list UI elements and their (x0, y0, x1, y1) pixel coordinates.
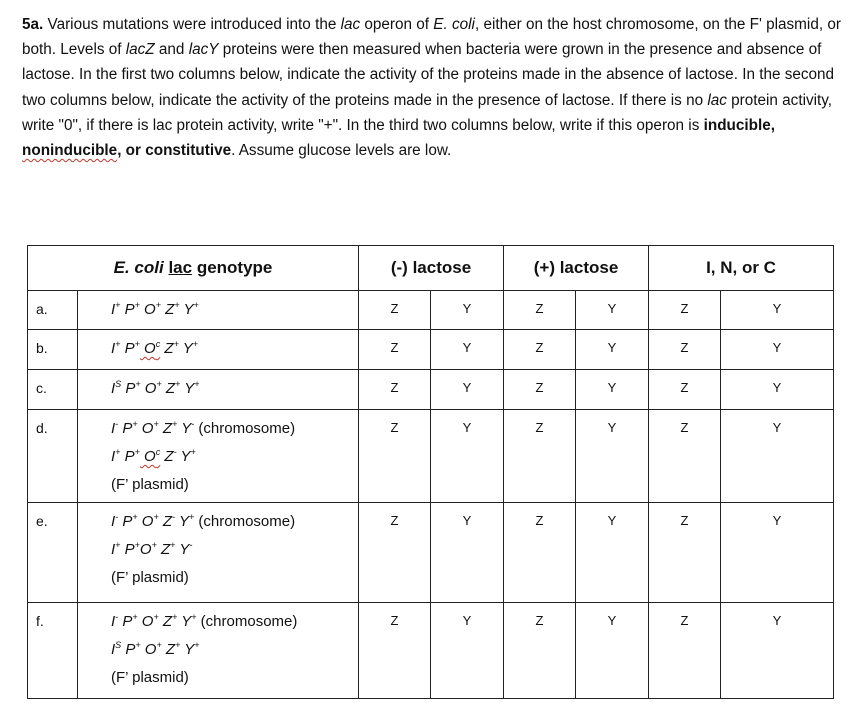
text-fragment: proteins were then measured when bacteria were grown in the presence and absence of lactose. In the first two columns below, indicate the activity of the proteins made in the absence of lactose. In the second two columns below, indicate the activity of the proteins made in the presence of lactose. If there is no (22, 41, 835, 109)
answer-cell[interactable]: Z (504, 503, 576, 603)
table-row (28, 370, 834, 410)
gene-allele: + (192, 339, 199, 349)
genotype-line (111, 418, 358, 446)
plasmid-note: (F’ plasmid) (111, 569, 189, 586)
row-label: b. (28, 330, 78, 370)
gene-symbol: P (120, 301, 135, 318)
gene-allele: + (153, 419, 159, 429)
gene-allele: c (155, 447, 161, 457)
genotype-line (111, 511, 358, 539)
answer-cell[interactable]: Y (721, 603, 834, 699)
gene-symbol: O (140, 641, 157, 658)
gene-symbol: O (137, 420, 154, 437)
gene-symbol: O (140, 380, 157, 397)
gene-symbol: P (118, 420, 133, 437)
gene-allele: + (193, 300, 199, 310)
answer-cell[interactable]: Y (721, 330, 834, 370)
genotype-cell (78, 291, 359, 330)
gene-allele: + (191, 612, 197, 622)
gene-symbol: P (121, 641, 136, 658)
gene-symbol: Z (158, 513, 173, 530)
answer-cell[interactable]: Z (649, 503, 721, 603)
answer-cell[interactable]: Y (431, 503, 504, 603)
text-fragment: lac (168, 258, 193, 277)
gene-symbol: Z (161, 380, 176, 397)
gene-allele: - (173, 447, 177, 457)
gene-allele: - (172, 512, 176, 522)
gene-symbol: I (111, 513, 116, 530)
gene-allele: + (172, 419, 178, 429)
gene-symbol: Y (177, 613, 192, 630)
genotype-line (111, 611, 358, 639)
chromosome-note: (chromosome) (194, 513, 296, 530)
answer-cell[interactable]: Z (649, 291, 721, 330)
gene-symbol: O (139, 340, 156, 357)
answer-cell[interactable]: Z (359, 291, 431, 330)
gene-allele: - (115, 419, 119, 429)
gene-symbol: P (120, 448, 135, 465)
gene-allele: + (173, 339, 179, 349)
answer-cell[interactable]: Z (504, 291, 576, 330)
answer-cell[interactable]: Z (504, 410, 576, 503)
question-paragraph (22, 12, 842, 163)
answer-cell[interactable]: Y (576, 503, 649, 603)
answer-cell[interactable]: Z (359, 503, 431, 603)
answer-cell[interactable]: Z (649, 410, 721, 503)
gene-allele: + (151, 540, 157, 550)
table-row (28, 410, 834, 503)
text-fragment: genotype (196, 258, 273, 277)
gene-symbol: Z (156, 541, 171, 558)
gene-symbol: Z (161, 641, 176, 658)
gene-allele: + (135, 640, 141, 650)
gene-symbol: O (137, 613, 154, 630)
gene-allele: + (155, 300, 161, 310)
gene-allele: + (170, 540, 176, 550)
gene-symbol: P (118, 513, 133, 530)
gene-symbol: I (111, 420, 116, 437)
row-label: f. (28, 603, 78, 699)
genotype-line (111, 667, 358, 695)
gene-symbol: Y (179, 301, 194, 318)
gene-symbol: I (111, 448, 116, 465)
gene-allele: + (172, 612, 178, 622)
row-label: d. (28, 410, 78, 503)
gene-allele: + (153, 612, 159, 622)
gene-symbol: Y (175, 513, 189, 530)
text-fragment: lac (707, 91, 727, 109)
table-row (28, 603, 834, 699)
gene-allele: - (189, 540, 193, 550)
plus-lactose-header: (+) lactose (504, 246, 649, 291)
gene-symbol: P (120, 541, 135, 558)
gene-allele: + (156, 379, 162, 389)
text-fragment: E. coli (113, 258, 164, 277)
gene-symbol: Z (160, 340, 174, 357)
answer-cell[interactable]: Y (431, 370, 504, 410)
text-fragment: , either on the host chromosome, on the F' plasmid, or both. Levels of (22, 16, 841, 59)
table-row (28, 291, 834, 330)
answer-cell[interactable]: Y (576, 603, 649, 699)
chromosome-note: (chromosome) (194, 420, 296, 437)
gene-symbol: Y (176, 448, 191, 465)
genotype-header (28, 246, 359, 291)
genotype-cell (78, 330, 359, 370)
gene-allele: + (174, 300, 180, 310)
gene-allele: + (175, 379, 181, 389)
question-number: 5a. (22, 16, 44, 33)
text-fragment: E. coli (433, 16, 475, 33)
row-label: c. (28, 370, 78, 410)
gene-allele: - (115, 612, 119, 622)
text-fragment: , or constitutive (117, 142, 232, 160)
answer-cell[interactable]: Z (359, 410, 431, 503)
gene-symbol: I (111, 301, 116, 318)
genotype-line (111, 567, 358, 595)
text-fragment: and (154, 41, 189, 59)
answer-cell[interactable]: Z (649, 603, 721, 699)
gene-allele: - (191, 419, 195, 429)
text-fragment: lacY (188, 41, 219, 59)
answer-cell[interactable]: Z (359, 603, 431, 699)
answer-cell[interactable]: Y (721, 410, 834, 503)
answer-cell[interactable]: Y (721, 503, 834, 603)
text-fragment: inducible, (703, 116, 775, 134)
answer-cell[interactable]: Y (576, 291, 649, 330)
text-fragment: lac (340, 16, 361, 33)
text-fragment: operon of (360, 16, 434, 33)
row-label: e. (28, 503, 78, 603)
genotype-cell (78, 370, 359, 410)
gene-symbol: P (121, 380, 136, 397)
gene-symbol: Z (158, 420, 173, 437)
genotype-line (111, 446, 358, 474)
plasmid-note: (F’ plasmid) (111, 476, 189, 493)
answer-cell[interactable]: Y (431, 410, 504, 503)
genotype-cell (78, 503, 359, 603)
gene-allele: + (132, 612, 138, 622)
operator-constitutive (140, 340, 160, 357)
gene-symbol: P (118, 613, 133, 630)
gene-allele: + (153, 512, 159, 522)
gene-allele: S (115, 379, 122, 389)
answer-cell[interactable]: Y (721, 370, 834, 410)
answer-cell[interactable]: Z (649, 370, 721, 410)
gene-allele: + (156, 640, 162, 650)
gene-symbol: O (139, 301, 156, 318)
genotype-line (111, 299, 358, 327)
gene-allele: + (115, 540, 121, 550)
answer-cell[interactable]: Z (359, 370, 431, 410)
inc-header: I, N, or C (649, 246, 834, 291)
chromosome-note: (chromosome) (196, 613, 298, 630)
gene-symbol: P (120, 340, 135, 357)
genotype-line (111, 539, 358, 567)
answer-cell[interactable]: Y (576, 330, 649, 370)
genotype-line (111, 474, 358, 502)
text-fragment: lacZ (125, 41, 155, 59)
gene-symbol: O (137, 513, 154, 530)
answer-cell[interactable]: Y (431, 330, 504, 370)
text-fragment: Various mutations were introduced into the (43, 16, 341, 33)
gene-allele: + (134, 540, 140, 550)
text-fragment: noninducible (22, 142, 118, 160)
row-label: a. (28, 291, 78, 330)
gene-allele: c (155, 339, 161, 349)
gene-allele: + (194, 640, 200, 650)
gene-allele: + (115, 300, 121, 310)
gene-symbol: I (111, 541, 116, 558)
gene-allele: + (188, 512, 195, 522)
gene-symbol: O (139, 541, 152, 558)
genotype-line (111, 378, 358, 406)
gene-symbol: Y (175, 541, 190, 558)
gene-allele: + (190, 447, 196, 457)
text-fragment: . Assume glucose levels are low. (231, 142, 452, 160)
table-row (28, 330, 834, 370)
gene-symbol: I (111, 641, 116, 658)
gene-symbol: Z (160, 448, 174, 465)
gene-allele: + (135, 379, 141, 389)
genotype-line (111, 639, 358, 667)
gene-allele: + (194, 379, 200, 389)
gene-symbol: I (111, 613, 116, 630)
gene-symbol: Z (158, 613, 173, 630)
gene-allele: + (132, 419, 138, 429)
gene-symbol: I (111, 340, 116, 357)
genotype-cell (78, 603, 359, 699)
gene-allele: + (132, 512, 138, 522)
gene-symbol: Y (180, 380, 195, 397)
genotype-line (111, 338, 358, 366)
answer-cell[interactable]: Z (359, 330, 431, 370)
operator-constitutive (140, 448, 160, 465)
gene-allele: + (175, 640, 181, 650)
gene-allele: S (115, 640, 122, 650)
plasmid-note: (F’ plasmid) (111, 669, 189, 686)
answer-cell[interactable]: Y (721, 291, 834, 330)
header-row (28, 246, 834, 291)
genotype-table (27, 245, 834, 699)
genotype-cell (78, 410, 359, 503)
gene-symbol: Y (177, 420, 192, 437)
answer-cell[interactable]: Y (576, 370, 649, 410)
gene-symbol: O (139, 448, 156, 465)
minus-lactose-header: (-) lactose (359, 246, 504, 291)
answer-cell[interactable]: Y (576, 410, 649, 503)
gene-allele: + (134, 447, 140, 457)
text-fragment: protein activity, write "0", if there is lac protein activity, write "+". In the third two columns below, write if this operon is (22, 91, 833, 134)
gene-allele: + (134, 300, 140, 310)
answer-cell[interactable]: Y (431, 291, 504, 330)
answer-cell[interactable]: Z (504, 370, 576, 410)
answer-cell[interactable]: Y (431, 603, 504, 699)
gene-allele: + (115, 447, 121, 457)
gene-symbol: Y (180, 641, 195, 658)
table-row (28, 503, 834, 603)
gene-symbol: Z (161, 301, 175, 318)
answer-cell[interactable]: Z (649, 330, 721, 370)
gene-symbol: I (111, 380, 116, 397)
gene-symbol: Y (178, 340, 193, 357)
answer-cell[interactable]: Z (504, 603, 576, 699)
gene-allele: + (115, 339, 121, 349)
gene-allele: + (134, 339, 140, 349)
gene-allele: - (115, 512, 119, 522)
answer-cell[interactable]: Z (504, 330, 576, 370)
